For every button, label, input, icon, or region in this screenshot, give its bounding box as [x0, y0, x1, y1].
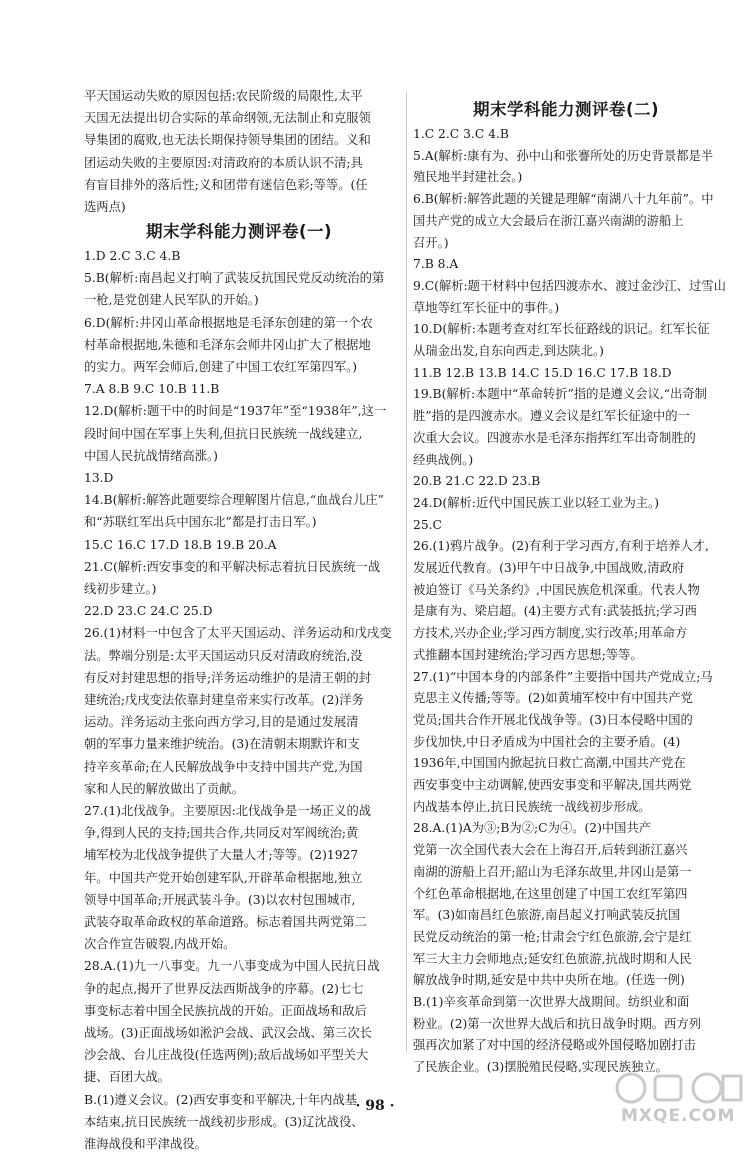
answer-line: 武装夺取革命政权的革命道路。标志着国共两党第二	[84, 915, 367, 929]
answer-line: 次重大会议。四渡赤水是毛泽东指挥红军出奇制胜的	[413, 430, 696, 445]
answer-line: 7.A 8.B 9.C 10.B 11.B	[84, 382, 220, 397]
answer-line: 25.C	[413, 517, 442, 532]
answer-line: 5.B(解析:南昌起义打响了武装反抗国民党反动统治的第	[84, 271, 385, 286]
answer-line: 法。弊端分别是:太平天国运动只反对清政府统治,没	[84, 648, 363, 663]
answer-line: 年。中国共产党开始创建军队,开辟革命根据地,独立	[84, 870, 363, 885]
answer-line: 克思主义传播;等等。(2)如黄埔军校中有中国共产党	[413, 691, 693, 706]
answer-line: 殖民地半封建社会。)	[413, 170, 523, 185]
answer-line: B.(1)遵义会议。(2)西安事变和平解决,十年内战基	[84, 1092, 358, 1107]
answer-line: 民党反动统治的第一枪;甘肃会宁红色旅游,会宁是红	[413, 929, 692, 944]
watermark-text: MXQE.COM	[621, 1106, 736, 1126]
watermark-emblem-icon	[611, 1068, 750, 1108]
column-divider	[406, 92, 407, 1052]
watermark-logo	[605, 1068, 750, 1130]
answer-line: 28.A.(1)A为③;B为②;C为④。(2)中国共产	[413, 821, 652, 836]
answer-line: 中国人民抗战情绪高涨。)	[84, 448, 218, 463]
answer-line: 家和人民的解放做出了贡献。	[84, 781, 244, 796]
answer-line: 式推翻本国封建统治;学习西方思想;等等。	[413, 647, 643, 662]
text-line: 平天国运动失败的原因包括:农民阶级的局限性,太平	[84, 89, 363, 103]
answer-line: 党员;国共合作开展北伐战争等。(3)日本侵略中国的	[413, 712, 693, 727]
answer-line: 15.C 16.C 17.D 18.B 19.B 20.A	[84, 537, 277, 552]
answer-line: 被迫签订《马关条约》,中国民族危机深重。代表人物	[413, 582, 700, 597]
answer-line: 步伐加快,中日矛盾成为中国社会的主要矛盾。(4)	[413, 734, 681, 749]
answer-line: 淮海战役和平津战役。	[84, 1137, 207, 1151]
answer-line: 粉业。(2)第一次世界大战后和抗日战争时期。西方列	[413, 1016, 701, 1031]
answer-line: 27.(1)“中国本身的内部条件”主要指中国共产党成立;马	[413, 669, 713, 684]
answer-line: 13.D	[84, 471, 114, 485]
answer-line: 强再次加紧了对中国的经济侵略或外国侵略加剧打击	[413, 1038, 696, 1053]
page-number: · 98 ·	[355, 1098, 395, 1114]
answer-line: 领导中国革命;开展武装斗争。(3)以农村包围城市,	[84, 892, 356, 907]
answer-line: 和“苏联红军出兵中国东北”都是打击日军。)	[84, 515, 317, 530]
answer-line: 运动。洋务运动主张向西方学习,目的是通过发展清	[84, 715, 359, 730]
answer-line: 20.B 21.C 22.D 23.B	[413, 474, 541, 489]
answer-line: 是康有为、梁启超。(4)主要方式有:武装抵抗;学习西	[413, 604, 697, 619]
answer-line: 12.D(解析:题干中的时间是“1937年”至“1938年”,这一	[84, 404, 387, 419]
section-title-1: 期末学科能力测评卷(一)	[146, 222, 333, 241]
answer-line: 解放战争时期,延安是中共中央所在地。(任选一例)	[413, 973, 685, 988]
answer-line: B.(1)辛亥革命到第一次世界大战期间。纺织业和面	[413, 995, 690, 1009]
answer-line: 事变标志着中国全民族抗战的开始。正面战场和敌后	[84, 1003, 367, 1018]
answer-line: 战场。(3)正面战场如淞沪会战、武汉会战、第三次长	[84, 1026, 372, 1040]
answer-line: 埔军校为北伐战争提供了大量人才;等等。(2)1927	[84, 848, 359, 863]
answer-line: 1936年,中国国内掀起抗日救亡高潮,中国共产党在	[413, 756, 686, 771]
answer-line: 召开。)	[413, 235, 449, 250]
answer-line: 胜”指的是四渡赤水。遵义会议是红军长征途中的一	[413, 409, 690, 424]
answer-line: 9.C(解析:题干材料中包括四渡赤水、渡过金沙江、过雪山	[413, 278, 726, 293]
answer-line: 27.(1)北伐战争。主要原因:北伐战争是一场正义的战	[84, 804, 372, 818]
answer-line: 个红色革命根据地,在这里创建了中国工农红军第四	[413, 886, 688, 901]
answer-line: 6.B(解析:解答此题的关键是理解“南湖八十九年前”。中	[413, 192, 714, 207]
answer-line: 了民族企业。(3)摆脱殖民侵略,实现民族独立。	[413, 1060, 668, 1075]
answer-line: 11.B 12.B 13.B 14.C 15.D 16.C 17.B 18.D	[413, 365, 672, 380]
answer-line: 发展近代教育。(3)甲午中日战争,中国战败,清政府	[413, 561, 685, 575]
answer-line: 内战基本停止,抗日民族统一战线初步形成。	[413, 799, 651, 814]
answer-line: 19.B(解析:本题中“革命转折”指的是遵义会议,“出奇制	[413, 387, 707, 402]
answer-line: 21.C(解析:西安事变的和平解决标志着抗日民族统一战	[84, 559, 381, 574]
answer-line: 持辛亥革命;在人民解放战争中支持中国共产党,为国	[84, 759, 363, 774]
answer-line: 22.D 23.C 24.C 25.D	[84, 604, 213, 619]
answer-line: 有反对封建思想的指导;洋务运动维护的是清王朝的封	[84, 670, 371, 685]
answer-line: 争,得到人民的支持;国共合作,共同反对军阀统治;黄	[84, 826, 359, 841]
text-line: 选两点)	[84, 200, 126, 214]
answer-line: 段时间中国在军事上失利,但抗日民族统一战线建立,	[84, 426, 363, 441]
answer-line: 南湖的游船上召开;韶山为毛泽东故里,井冈山是第一	[413, 864, 692, 879]
answer-line: 村革命根据地,朱德和毛泽东会师井冈山扩大了根据地	[84, 337, 371, 352]
answer-line: 26.(1)材料一中包含了太平天国运动、洋务运动和戊戌变	[84, 626, 392, 641]
answer-line: 24.D(解析:近代中国民族工业以轻工业为主。)	[413, 495, 660, 510]
answer-line: 国共产党的成立大会最后在浙江嘉兴南湖的游船上	[413, 213, 684, 228]
answer-line: 捷、百团大战。	[84, 1070, 171, 1085]
answer-line: 建统治;戊戌变法依靠封建皇帝来实行改革。(2)洋务	[84, 693, 364, 707]
answer-line: 军三大主力会师地点;延安红色旅游,抗战时期和人民	[413, 951, 692, 966]
answer-line: 6.D(解析:井冈山革命根据地是毛泽东创建的第一个农	[84, 315, 373, 330]
text-line: 团运动失败的主要原因:对清政府的本质认识不清;具	[84, 155, 363, 170]
answer-line: 26.(1)鸦片战争。(2)有利于学习西方,有利于培养人才,	[413, 539, 709, 554]
answer-line: 10.D(解析:本题考查对红军长征路线的识记。红军长征	[413, 322, 710, 337]
answer-line: 朝的军事力量来维护统治。(3)在清朝末期默许和支	[84, 737, 360, 752]
text-line: 有盲目排外的落后性;义和团带有迷信色彩;等等。(任	[84, 177, 368, 192]
answer-line: 西安事变中主动调解,使西安事变和平解决,国共两党	[413, 778, 692, 792]
answer-line: 的实力。两军会师后,创建了中国工农红军第四军。)	[84, 360, 358, 374]
text-line: 导集团的腐败,也无法长期保持领导集团的团结。义和	[84, 133, 371, 148]
answer-line: 次合作宣告破裂,内战开始。	[84, 937, 236, 952]
answer-line: 党第一次全国代表大会在上海召开,后转到浙江嘉兴	[413, 843, 688, 858]
answer-line: 草地等红军长征中的事件。)	[413, 300, 560, 315]
text-line: 天国无法提出切合实际的革命纲领,无法制止和克服领	[84, 111, 371, 126]
answer-line: 本结束,抗日民族统一战线初步形成。(3)辽沈战役、	[84, 1114, 364, 1129]
answer-line: 线初步建立。)	[84, 582, 157, 596]
answer-line: 争的起点,揭开了世界反法西斯战争的序幕。(2)七七	[84, 981, 364, 996]
answer-line: 1.C 2.C 3.C 4.B	[413, 127, 509, 141]
answer-line: 从瑞金出发,自东向西走,到达陕北。)	[413, 344, 604, 358]
section-title-2: 期末学科能力测评卷(二)	[473, 100, 660, 119]
answer-line: 经典战例。)	[413, 452, 474, 467]
answer-line: 14.B(解析:解答此题要综合理解图片信息,“血战台儿庄”	[84, 493, 384, 508]
answer-line: 沙会战、台儿庄战役(任选两例);敌后战场如平型关大	[84, 1048, 369, 1063]
answer-line: 5.A(解析:康有为、孙中山和张謇所处的历史背景都是半	[413, 148, 714, 163]
answer-line: 28.A.(1)九一八事变。九一八事变成为中国人民抗日战	[84, 959, 380, 974]
answer-line: 1.D 2.C 3.C 4.B	[84, 249, 181, 263]
answer-line: 方技术,兴办企业;学习西方制度,实行改革;用革命方	[413, 626, 688, 641]
answer-line: 军。(3)如南昌红色旅游,南昌起义打响武装反抗国	[413, 908, 681, 923]
answer-line: 7.B 8.A	[413, 257, 459, 272]
answer-line: 一枪,是党创建人民军队的开始。)	[84, 293, 259, 308]
